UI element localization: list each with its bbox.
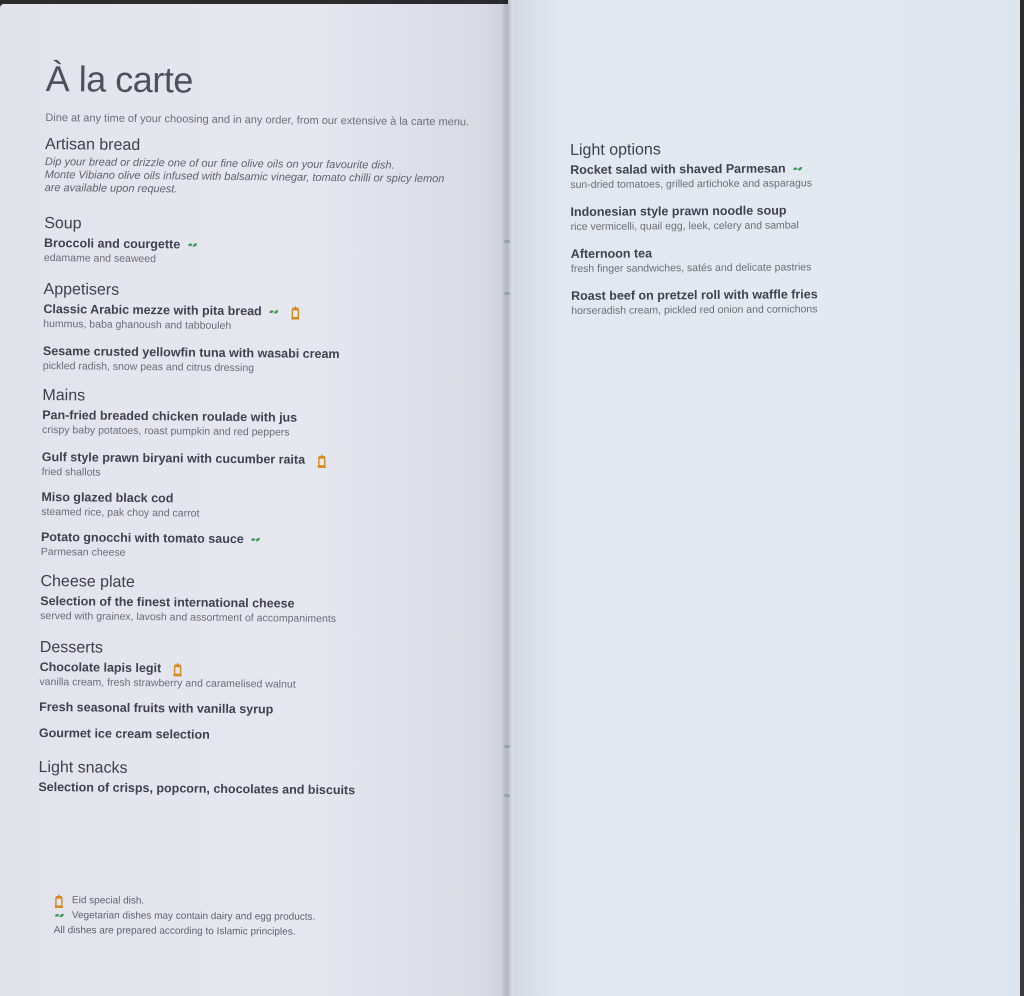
leaf-icon [250,536,261,544]
dish-name: Classic Arabic mezze with pita bread [43,301,262,319]
dish-description: horseradish cream, pickled red onion and cornichons [571,303,818,317]
right-page-content [570,139,991,326]
menu-item [43,343,483,378]
dish-name: Gulf style prawn biryani with cucumber raita [41,449,306,467]
section-title: Soup [44,214,82,233]
dish-description: vanilla cream, fresh strawberry and caramelised walnut [39,675,296,691]
dish-name: Fresh seasonal fruits with vanilla syrup [39,699,274,717]
menu-item [44,235,484,270]
spine-staple [504,794,510,797]
menu-item [42,407,482,442]
bread-note-line: Monte Vibiano olive oils infused with balsamic vinegar, tomato chilli or spicy lemon [44,168,445,186]
legend-text: Vegetarian dishes may contain dairy and egg products. [71,910,316,923]
menu-item [42,449,482,484]
intro-text: Dine at any time of your choosing and in any order, from our extensive à la carte menu. [45,111,470,129]
dish-description: edamame and seaweed [43,251,157,266]
dish-name: Pan-fried breaded chicken roulade with jus [42,407,298,425]
dish-description: rice vermicelli, quail egg, leek, celery and sambal [570,219,799,233]
section-title: Cheese plate [40,572,135,591]
dish-name: Gourmet ice cream selection [38,725,210,742]
dish-name: Potato gnocchi with tomato sauce [40,529,244,547]
section-mains [41,387,483,564]
section-title: Artisan bread [45,135,141,154]
dish-name: Miso glazed black cod [41,489,174,506]
menu-item [570,159,990,192]
spine-staple [504,745,510,748]
leaf-icon [792,165,803,173]
leaf-icon [187,241,198,249]
bread-note-line: Dip your bread or drizzle one of our fine olive oils on your favourite dish. [44,155,395,172]
menu-item [43,301,483,336]
lantern-icon [316,454,326,468]
dish-name: Chocolate lapis legit [39,659,162,676]
spine-staple [504,292,510,295]
left-page-content [38,58,486,808]
dish-name: Afternoon tea [570,246,653,261]
menu-item [41,529,481,564]
dish-description: Parmesan cheese [40,545,126,559]
spine-staple [504,240,510,243]
dish-description: fried shallots [41,465,101,479]
lantern-icon [54,894,64,908]
menu-item [570,201,990,234]
menu-spine [503,0,513,996]
dish-name: Sesame crusted yellowfin tuna with wasabi cream [42,343,340,362]
dish-description: fresh finger sandwiches, satés and delicate pastries [570,261,812,275]
dish-name: Selection of the finest international cheese [40,593,295,611]
menu-item [39,699,479,720]
lantern-icon [173,662,183,676]
section-title: Mains [42,386,86,405]
dish-name: Broccoli and courgette [43,235,181,252]
menu-item [41,489,481,524]
dish-name: Selection of crisps, popcorn, chocolates and biscuits [38,779,356,798]
dish-description: served with grainex, lavosh and assortment of accompaniments [40,609,337,626]
dish-name: Indonesian style prawn noodle soup [570,203,787,219]
dish-description: crispy baby potatoes, roast pumpkin and red peppers [42,423,290,439]
legend-text: Eid special dish. [71,895,145,907]
section-appetisers [43,281,484,378]
lantern-icon [291,305,301,319]
leaf-icon [54,911,65,919]
dish-description: sun-dried tomatoes, grilled artichoke and asparagus [570,177,812,191]
section-desserts [39,639,480,746]
section-title: Desserts [39,638,104,657]
menu-item [38,779,478,800]
menu-item [39,659,479,694]
dish-description: pickled radish, snow peas and citrus dressing [42,359,255,375]
section-title: Light options [570,141,661,159]
page-title: À la carte [45,58,194,101]
section-title: Light snacks [38,758,128,777]
menu-item [571,285,991,318]
menu-item [40,593,480,628]
menu-item [39,725,479,746]
leaf-icon [268,308,279,316]
dish-name: Roast beef on pretzel roll with waffle fries [571,287,818,303]
legend-islamic [54,923,316,940]
section-title: Appetisers [43,280,120,299]
dish-description: steamed rice, pak choy and carrot [41,505,200,520]
section-light-snacks [38,759,478,800]
dish-name: Rocket salad with shaved Parmesan [570,161,786,177]
legend [54,893,316,940]
section-soup [44,215,484,270]
menu-item [571,243,991,276]
section-artisan-bread [45,136,486,200]
section-cheese-plate [40,573,480,628]
legend-text: All dishes are prepared according to Islamic principles. [53,924,296,938]
dish-description: hummus, baba ghanoush and tabbouleh [43,317,232,332]
bread-note-line: are available upon request. [44,181,178,196]
